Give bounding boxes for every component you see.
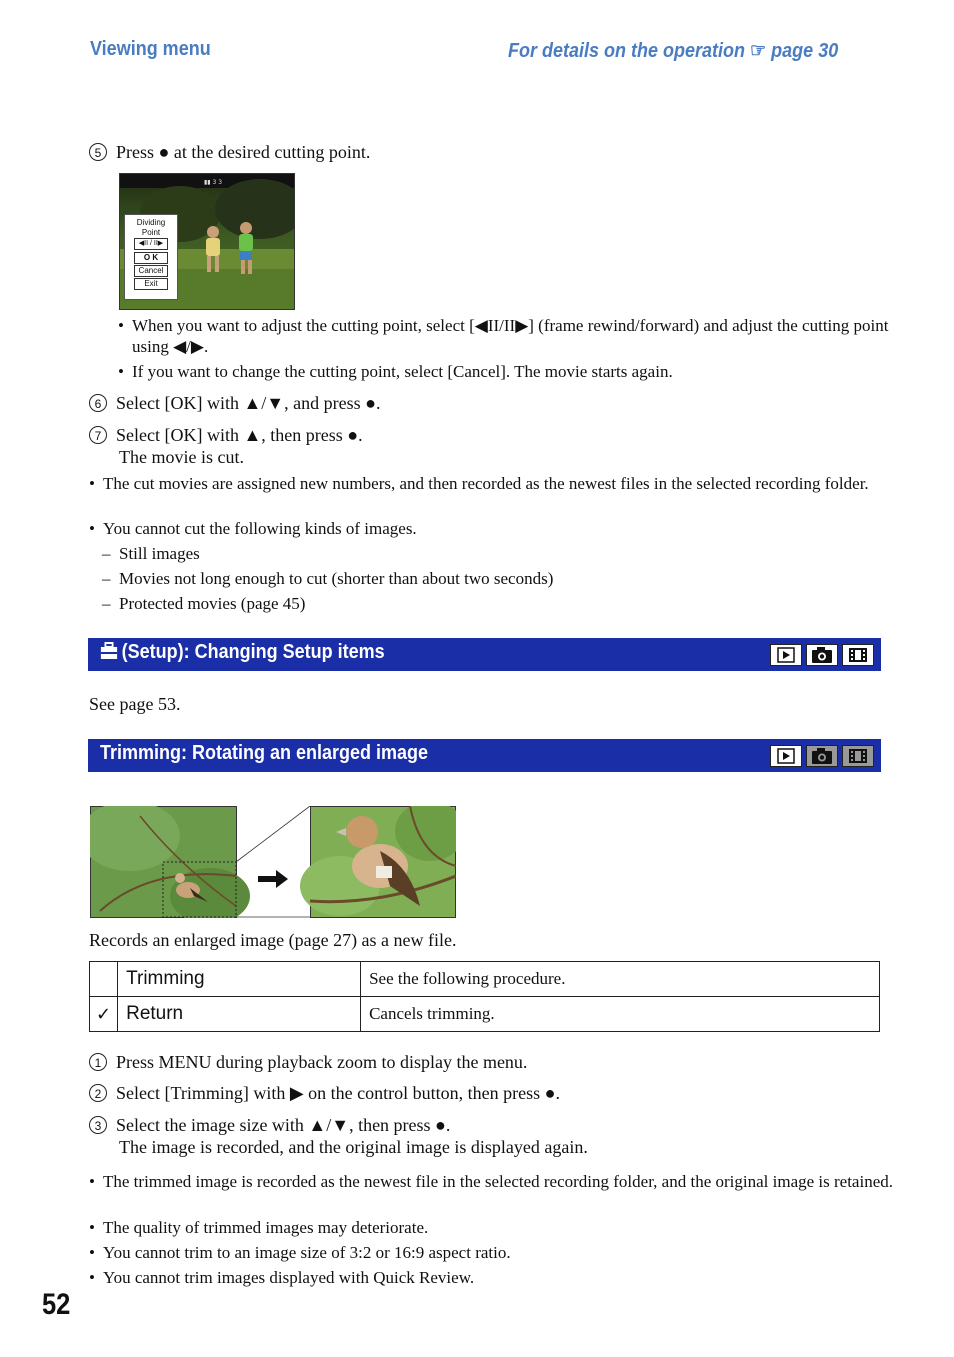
- option-name: Return: [118, 997, 361, 1032]
- sub-item: – Still images: [102, 544, 200, 563]
- note-change-cutting-point: • If you want to change the cutting point, select [Cancel]. The movie starts again.: [118, 362, 673, 381]
- note-text: The quality of trimmed images may deteriorate.: [103, 1218, 429, 1237]
- dividing-point-menu: [124, 214, 178, 300]
- section-header: Viewing menu: [90, 38, 211, 60]
- operation-reference: [508, 38, 838, 63]
- check-cell: [90, 962, 118, 997]
- trimming-section-bar: [88, 739, 881, 772]
- svg-text:▮▮ 3 3: ▮▮ 3 3: [204, 179, 223, 186]
- sub-item-text: Still images: [119, 544, 200, 563]
- camera-icon: [806, 745, 838, 767]
- trim-step-3: [89, 1114, 450, 1136]
- trim-step-2: [89, 1082, 560, 1104]
- step-number: 5: [89, 143, 107, 161]
- step-6: [89, 392, 380, 414]
- note-text: You cannot trim images displayed with Quick Review.: [103, 1268, 475, 1287]
- operation-reference-page: page 30: [771, 40, 839, 62]
- trim-before-after-illustration: [90, 806, 456, 918]
- table-row[interactable]: [90, 997, 880, 1032]
- trim-step-1: [89, 1051, 527, 1073]
- note-text: If you want to change the cutting point, select [Cancel]. The movie starts again.: [132, 362, 673, 381]
- setup-reference-text: See page 53.: [89, 694, 181, 714]
- note-quality: • The quality of trimmed images may deteriorate.: [89, 1218, 429, 1237]
- sub-item-text: Movies not long enough to cut (shorter than about two seconds): [119, 569, 554, 588]
- step-text: Press MENU during playback zoom to display the menu.: [116, 1052, 528, 1072]
- trimming-options-table: [89, 961, 880, 1032]
- camera-icon: [806, 644, 838, 666]
- menu-title-2: Point: [141, 228, 161, 237]
- step-7-result: The movie is cut.: [119, 447, 244, 467]
- trimming-section-title: Trimming: Rotating an enlarged image: [100, 742, 429, 764]
- arrow-right-icon: [258, 870, 288, 888]
- toolbox-icon: [100, 642, 118, 660]
- checkmark-icon: ✓: [90, 997, 118, 1032]
- sub-item-text: Protected movies (page 45): [119, 594, 306, 613]
- step-7: [89, 424, 363, 446]
- note-text: You cannot trim to an image size of 3:2 or 16:9 aspect ratio.: [103, 1243, 511, 1262]
- note-cannot-cut: • You cannot cut the following kinds of images.: [89, 519, 417, 538]
- setup-section-bar: [88, 638, 881, 671]
- trimming-description: Records an enlarged image (page 27) as a new file.: [89, 930, 457, 950]
- frame-step-button[interactable]: ◀II / II▶: [134, 238, 168, 250]
- operation-reference-text: For details on the operation: [508, 40, 746, 62]
- option-name: Trimming: [118, 962, 361, 997]
- note-cut-movies-numbering: • The cut movies are assigned new numbers, and then recorded as the newest files in the selected recording folder.: [89, 474, 869, 493]
- step-number: 7: [89, 426, 107, 444]
- step-text: Press ● at the desired cutting point.: [116, 142, 371, 162]
- exit-button[interactable]: Exit: [134, 278, 168, 290]
- trim-step-3-result: The image is recorded, and the original image is displayed again.: [119, 1137, 588, 1157]
- step-number: 1: [89, 1053, 107, 1071]
- setup-section-title-text: (Setup): Changing Setup items: [121, 641, 385, 663]
- note-aspect-ratio: • You cannot trim to an image size of 3:2 or 16:9 aspect ratio.: [89, 1243, 511, 1262]
- step-number: 2: [89, 1084, 107, 1102]
- movie-icon: [842, 745, 874, 767]
- playback-icon: [770, 644, 802, 666]
- ok-button[interactable]: O K: [134, 252, 168, 264]
- trimming-illustration: [90, 806, 456, 918]
- step-text: Select [OK] with ▲/▼, and press ●.: [116, 393, 381, 413]
- option-description: See the following procedure.: [361, 962, 880, 997]
- cancel-button[interactable]: Cancel: [134, 265, 168, 277]
- sub-item: – Movies not long enough to cut (shorter than about two seconds): [102, 569, 554, 588]
- step-text: Select the image size with ▲/▼, then press ●.: [116, 1115, 451, 1135]
- camera-screen-image: [119, 173, 295, 310]
- playback-icon: [770, 745, 802, 767]
- note-quick-review: • You cannot trim images displayed with Quick Review.: [89, 1268, 475, 1287]
- step-text: Select [Trimming] with ▶ on the control button, then press ●.: [116, 1083, 561, 1103]
- option-description: Cancels trimming.: [361, 997, 880, 1032]
- setup-section-title: [100, 641, 385, 664]
- step-text: Select [OK] with ▲, then press ●.: [116, 425, 363, 445]
- table-row[interactable]: [90, 962, 880, 997]
- sub-item: – Protected movies (page 45): [102, 594, 306, 613]
- note-text: When you want to adjust the cutting point, select [◀II/II▶] (frame rewind/forward) and adjust the cutting point using ◀/▶.: [132, 316, 889, 356]
- step-number: 6: [89, 394, 107, 412]
- note-text: You cannot cut the following kinds of images.: [103, 519, 417, 538]
- step-number: 3: [89, 1116, 107, 1134]
- note-text: The cut movies are assigned new numbers, and then recorded as the newest files in the selected recording folder.: [103, 474, 869, 493]
- page-number: 52: [42, 1288, 71, 1321]
- step-5: [89, 141, 370, 163]
- note-text: The trimmed image is recorded as the newest file in the selected recording folder, and the original image is retained.: [103, 1172, 893, 1191]
- pointing-hand-icon: ☞: [750, 40, 767, 62]
- movie-icon: [842, 644, 874, 666]
- menu-title: Dividing: [136, 218, 166, 227]
- note-adjust-cutting-point: • When you want to adjust the cutting point, select [◀II/II▶] (frame rewind/forward) and adjust the cutting point using ◀/▶.: [118, 316, 889, 356]
- note-trimmed-file: • The trimmed image is recorded as the newest file in the selected recording folder, and the original image is retained.: [89, 1172, 893, 1191]
